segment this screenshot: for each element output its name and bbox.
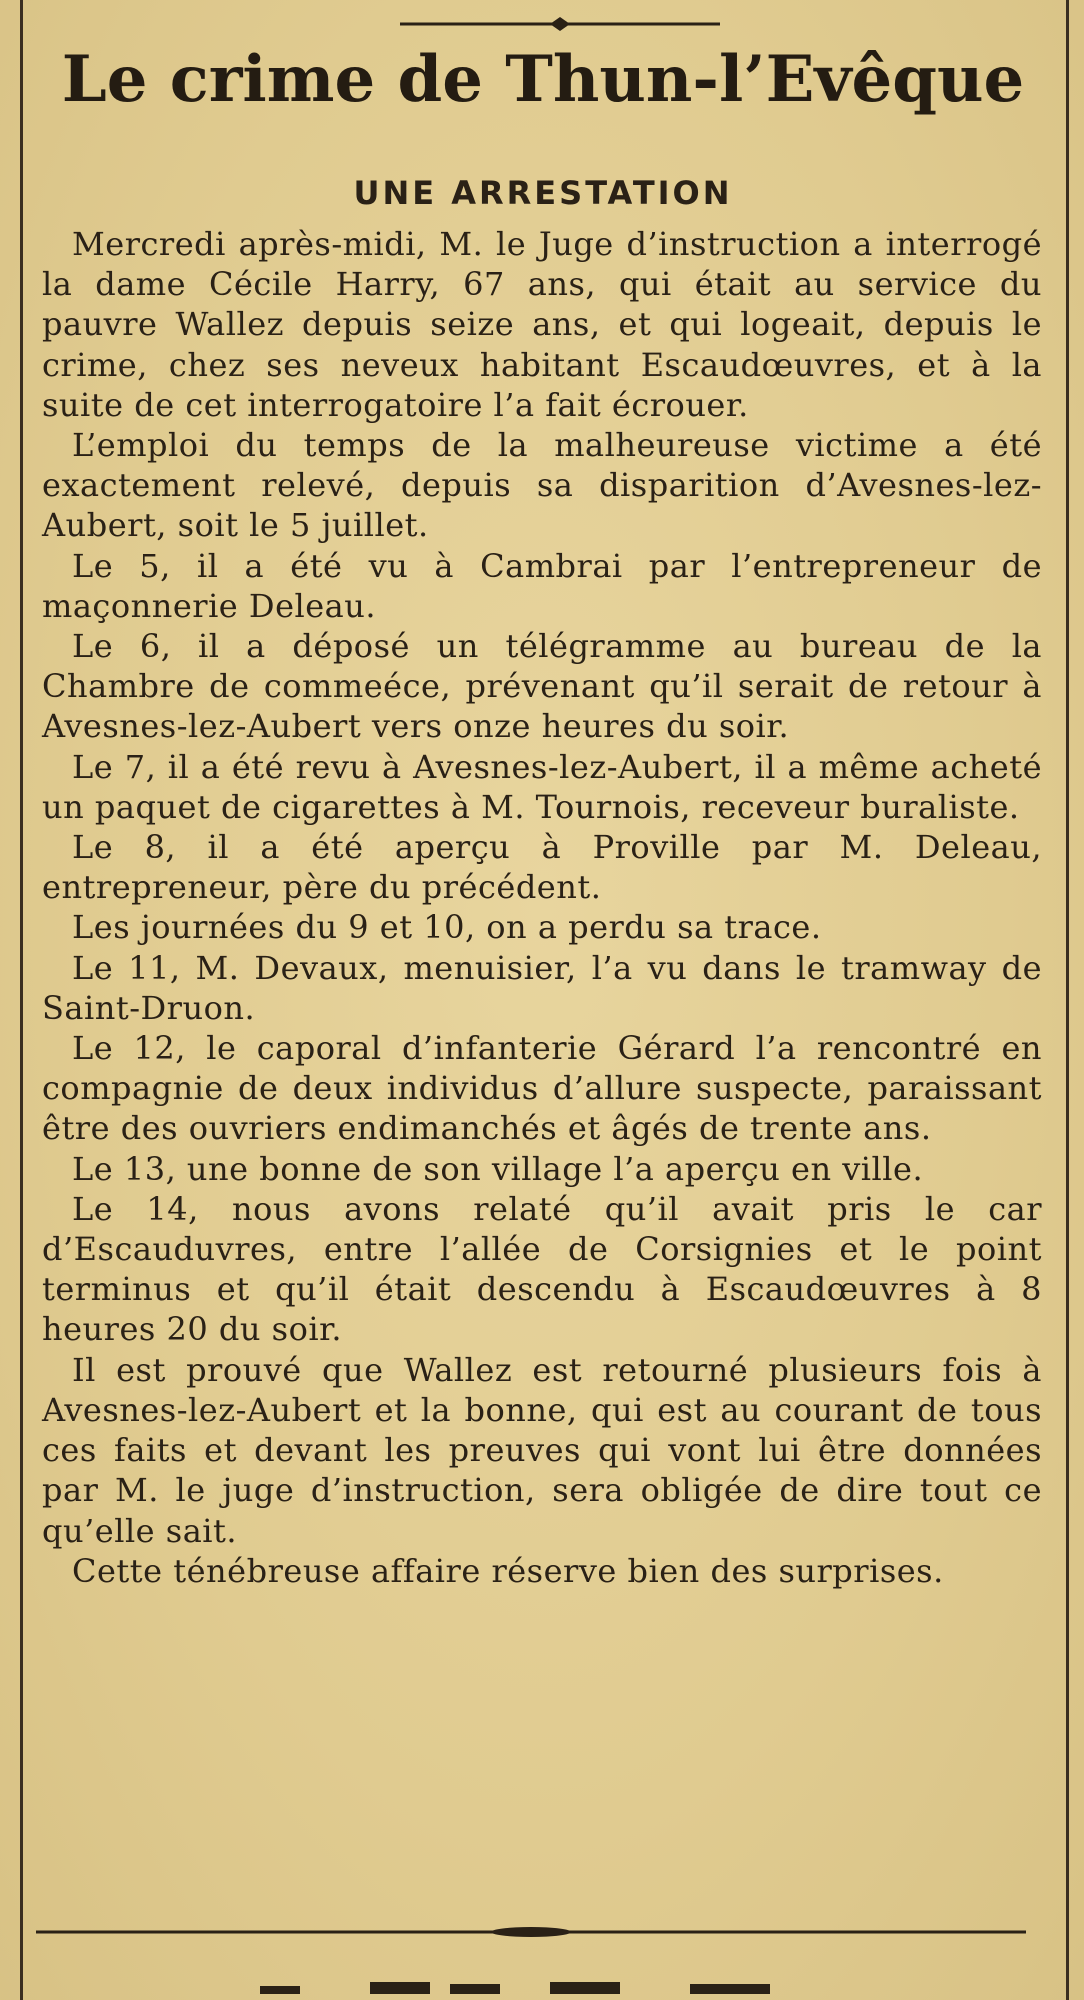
column-rule-left <box>20 0 23 2000</box>
article-paragraph: Le 11, M. Devaux, menuisier, l’a vu dans le tramway de Saint-Druon. <box>42 948 1042 1027</box>
article-paragraph: L’emploi du temps de la malheureuse victime a été exactement relevé, depuis sa disparition d’Avesnes-lez-Aubert, soit le 5 juillet. <box>42 426 1042 545</box>
article-paragraph: Mercredi après-midi, M. le Juge d’instruction a interrogé la dame Cécile Harry, 67 ans, qui était au service du pauvre Wallez depuis seize ans, et qui logeait, depuis le crime, chez ses neveux habitant Escaudœuvres, et à la suite de cet interrogatoire l’a fait écrouer. <box>42 225 1042 424</box>
article-paragraph: Le 7, il a été revu à Avesnes-lez-Aubert, il a même acheté un paquet de cigarettes à M. Tournois, receveur buraliste. <box>42 747 1042 826</box>
article-paragraph: Le 5, il a été vu à Cambrai par l’entrepreneur de maçonnerie Deleau. <box>42 546 1042 625</box>
bottom-separator-rule <box>36 1925 1026 1939</box>
column-rule-right <box>1066 0 1069 2000</box>
article-paragraph: Le 12, le caporal d’infanterie Gérard l’a rencontré en compagnie de deux individus d’allure suspecte, paraissant être des ouvriers endimanchés et âgés de trente ans. <box>42 1029 1042 1148</box>
article-body <box>42 224 1042 1591</box>
article-paragraph: Il est prouvé que Wallez est retourné plusieurs fois à Avesnes-lez-Aubert et la bonne, qui est au courant de tous ces faits et devant les preuves qui vont lui être données par M. le juge d’instruction, sera obligée de dire tout ce qu’elle sait. <box>42 1350 1042 1550</box>
article-subheading: UNE ARRESTATION <box>353 174 733 212</box>
article-paragraph: Le 6, il a déposé un télégramme au bureau de la Chambre de commeéce, prévenant qu’il serait de retour à Avesnes-lez-Aubert vers onze heures du soir. <box>42 627 1042 746</box>
top-ornament-rule <box>400 14 720 34</box>
article-paragraph: Cette ténébreuse affaire réserve bien des surprises. <box>72 1551 944 1590</box>
article-paragraph: Le 13, une bonne de son village l’a aperçu en ville. <box>72 1149 924 1188</box>
cropped-next-headline-fragment <box>250 1978 810 2000</box>
article-headline: Le crime de Thun-l’Evêque <box>61 42 1025 117</box>
article-paragraph: Le 14, nous avons relaté qu’il avait pris le car d’Escauduvres, entre l’allée de Corsignies et le point terminus et qu’il était descendu à Escaudœuvres à 8 heures 20 du soir. <box>42 1189 1042 1349</box>
article-paragraph: Les journées du 9 et 10, on a perdu sa trace. <box>72 908 822 947</box>
article-paragraph: Le 8, il a été aperçu à Proville par M. Deleau, entrepreneur, père du précédent. <box>42 828 1042 907</box>
